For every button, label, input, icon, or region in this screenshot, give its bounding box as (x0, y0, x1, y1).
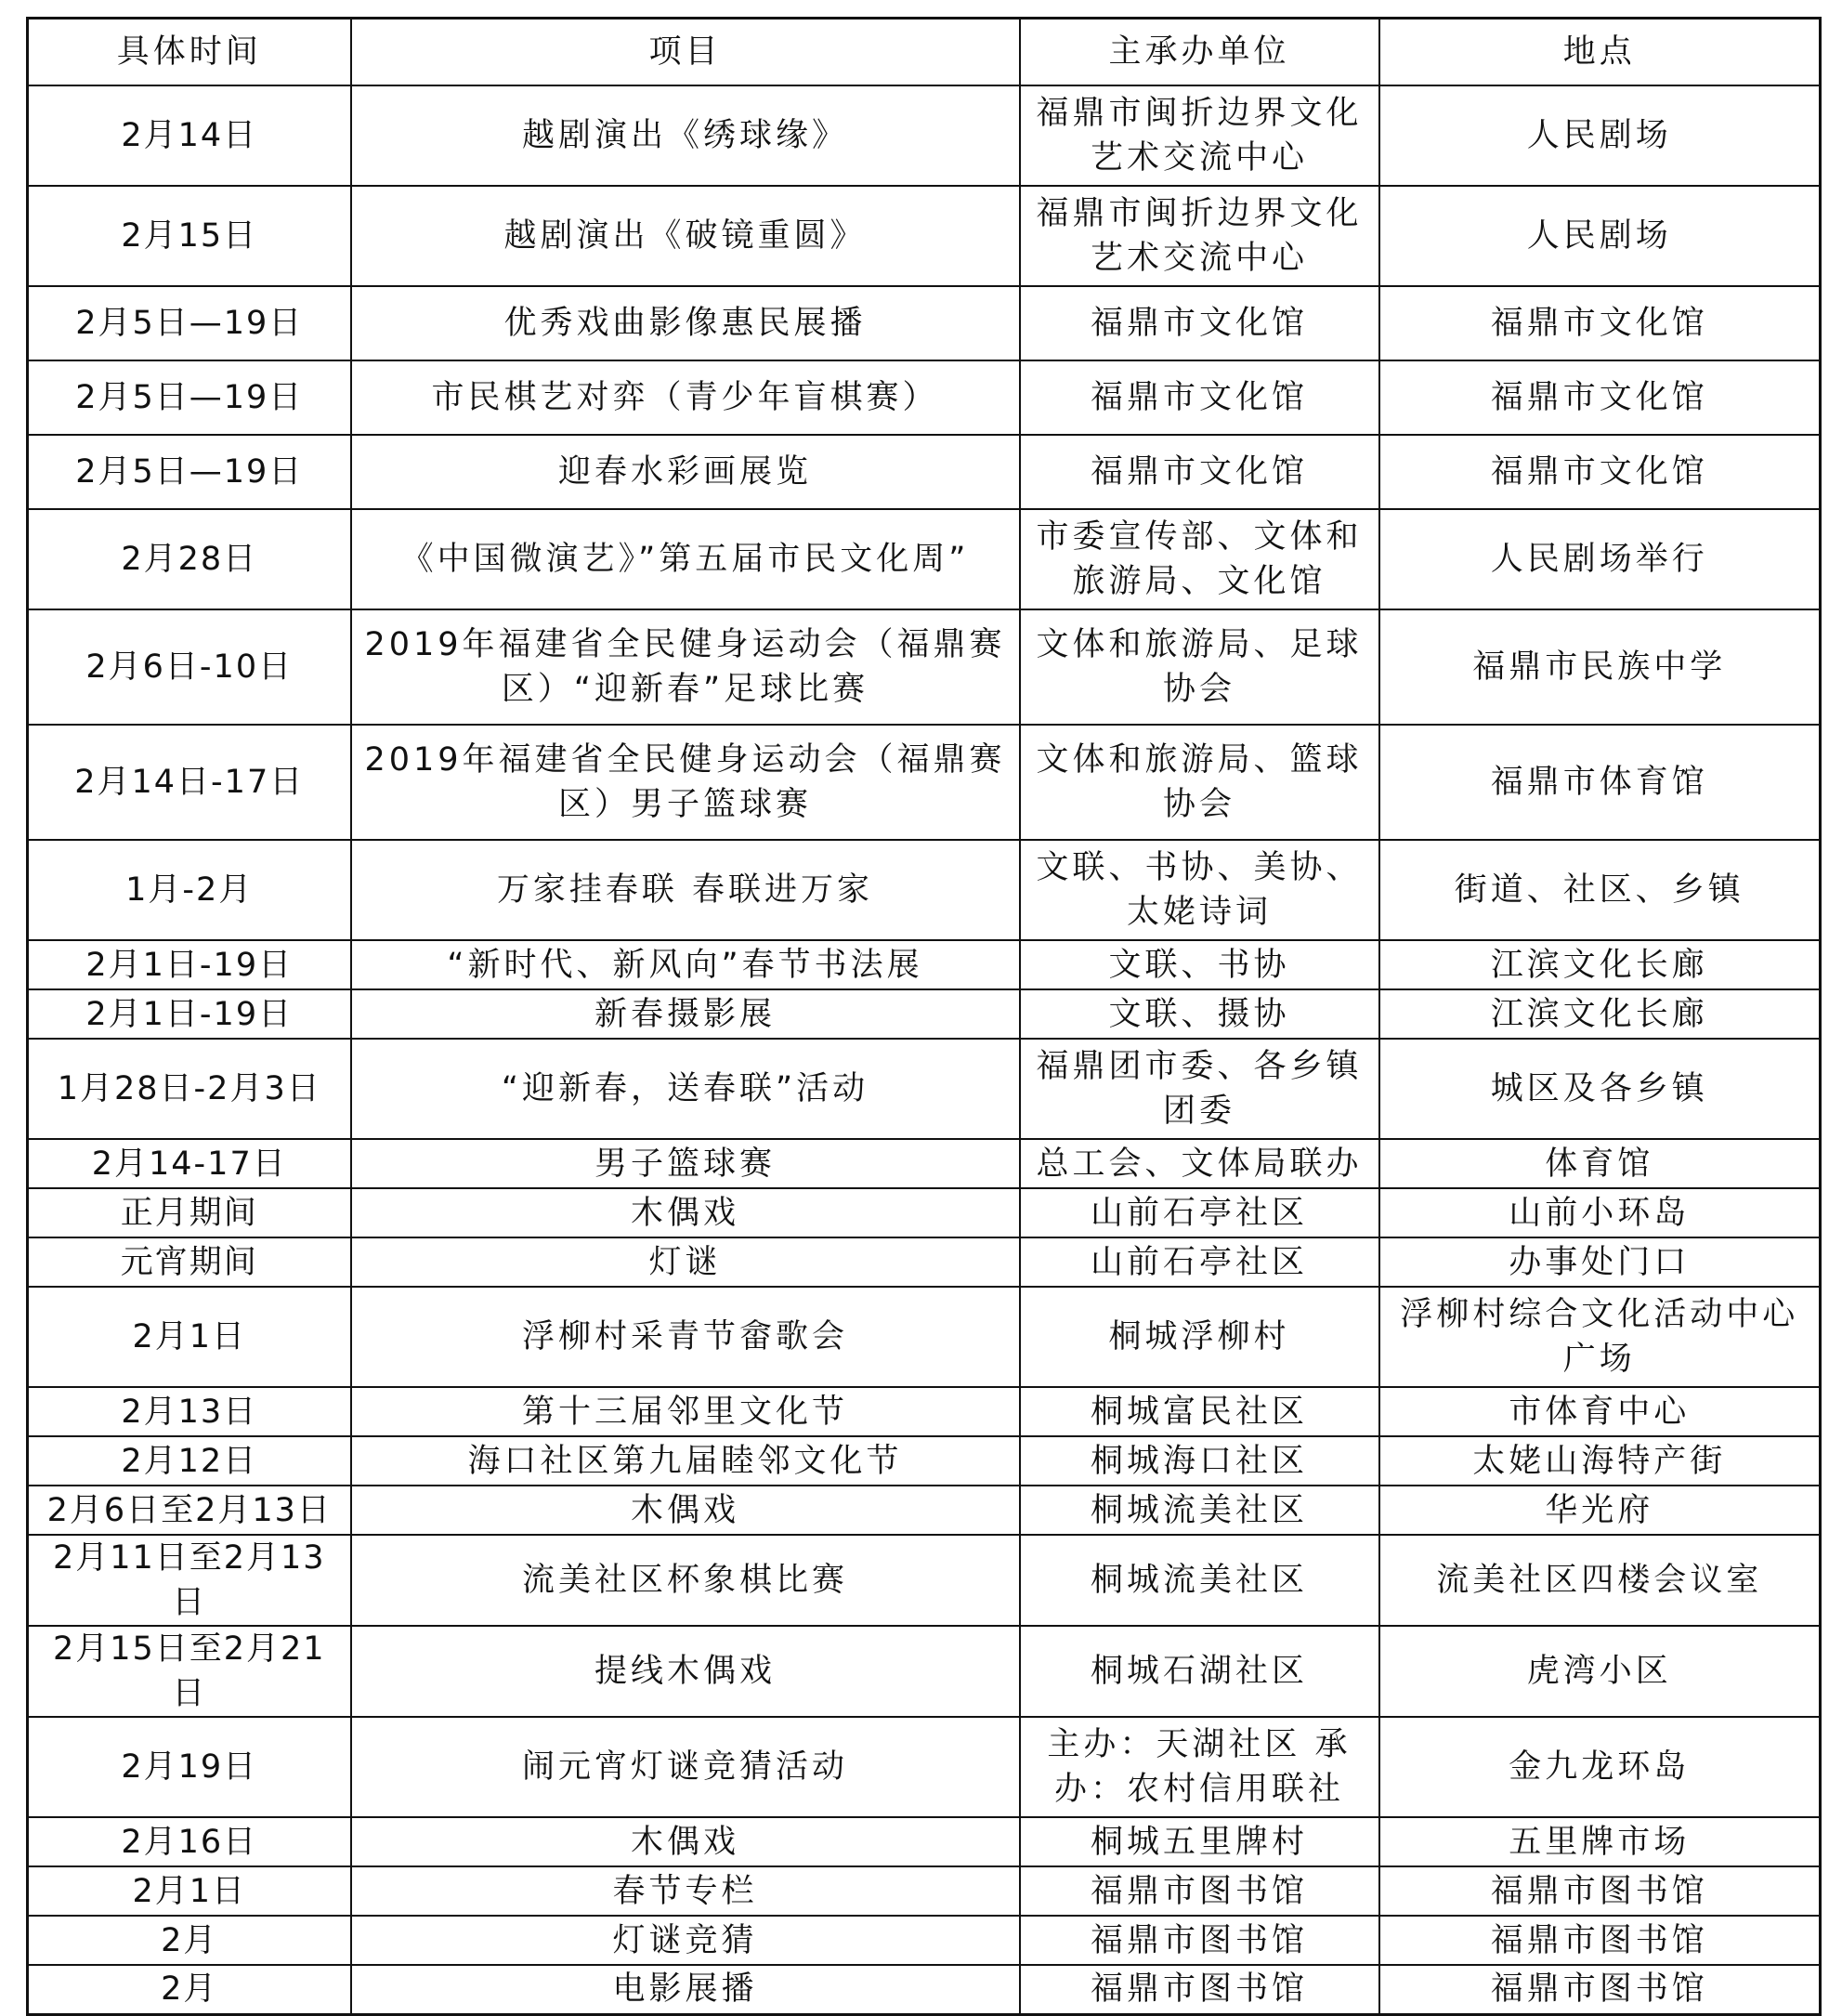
table-row (28, 1965, 1821, 2014)
cell-location: 人民剧场举行 (1379, 509, 1821, 609)
cell-time: 1月28日-2月3日 (28, 1039, 351, 1139)
cell-organizer: 福鼎市图书馆 (1020, 1866, 1379, 1916)
table-row (28, 1535, 1821, 1626)
table-row (28, 1387, 1821, 1436)
cell-location: 福鼎市民族中学 (1379, 609, 1821, 725)
table-header (28, 19, 1821, 86)
event-schedule-table (26, 17, 1822, 2016)
cell-location: 五里牌市场 (1379, 1817, 1821, 1866)
table-row (28, 1866, 1821, 1916)
cell-item: 木偶戏 (351, 1817, 1020, 1866)
cell-time: 2月1日-19日 (28, 989, 351, 1039)
cell-item: 迎春水彩画展览 (351, 435, 1020, 509)
cell-organizer: 福鼎市文化馆 (1020, 435, 1379, 509)
cell-organizer: 文体和旅游局、篮球协会 (1020, 725, 1379, 840)
table-row (28, 1916, 1821, 1965)
table-row (28, 1436, 1821, 1486)
table-row (28, 1717, 1821, 1817)
table-row (28, 1817, 1821, 1866)
cell-location: 人民剧场 (1379, 85, 1821, 186)
schedule-sheet (26, 17, 1819, 2016)
cell-location: 流美社区四楼会议室 (1379, 1535, 1821, 1626)
cell-time: 正月期间 (28, 1188, 351, 1237)
cell-location: 福鼎市图书馆 (1379, 1965, 1821, 2014)
cell-organizer: 桐城海口社区 (1020, 1436, 1379, 1486)
cell-organizer: 福鼎市图书馆 (1020, 1916, 1379, 1965)
table-row (28, 989, 1821, 1039)
cell-organizer: 福鼎市闽折边界文化艺术交流中心 (1020, 85, 1379, 186)
cell-organizer: 桐城富民社区 (1020, 1387, 1379, 1436)
cell-location: 街道、社区、乡镇 (1379, 840, 1821, 940)
cell-organizer: 文联、书协、美协、太姥诗词 (1020, 840, 1379, 940)
cell-organizer: 文联、摄协 (1020, 989, 1379, 1039)
cell-location: 城区及各乡镇 (1379, 1039, 1821, 1139)
cell-organizer: 文体和旅游局、足球协会 (1020, 609, 1379, 725)
cell-item: “迎新春，送春联”活动 (351, 1039, 1020, 1139)
cell-location: 人民剧场 (1379, 186, 1821, 286)
cell-time: 2月15日 (28, 186, 351, 286)
cell-time: 2月15日至2月21日 (28, 1626, 351, 1717)
table-row (28, 186, 1821, 286)
cell-organizer: 文联、书协 (1020, 940, 1379, 989)
cell-location: 福鼎市文化馆 (1379, 435, 1821, 509)
cell-item: 2019年福建省全民健身运动会（福鼎赛区）男子篮球赛 (351, 725, 1020, 840)
cell-time: 2月14日 (28, 85, 351, 186)
cell-time: 2月 (28, 1965, 351, 2014)
cell-time: 2月1日-19日 (28, 940, 351, 989)
cell-time: 2月19日 (28, 1717, 351, 1817)
table-row (28, 1486, 1821, 1535)
table-row (28, 1139, 1821, 1188)
table-row (28, 1287, 1821, 1387)
cell-location: 福鼎市文化馆 (1379, 360, 1821, 435)
cell-location: 华光府 (1379, 1486, 1821, 1535)
header-time: 具体时间 (28, 19, 351, 86)
cell-item: 市民棋艺对弈（青少年盲棋赛） (351, 360, 1020, 435)
cell-location: 办事处门口 (1379, 1237, 1821, 1287)
cell-item: 灯谜 (351, 1237, 1020, 1287)
table-row (28, 1039, 1821, 1139)
cell-time: 2月1日 (28, 1866, 351, 1916)
cell-location: 体育馆 (1379, 1139, 1821, 1188)
table-row (28, 509, 1821, 609)
table-row (28, 1188, 1821, 1237)
cell-item: 第十三届邻里文化节 (351, 1387, 1020, 1436)
cell-location: 虎湾小区 (1379, 1626, 1821, 1717)
cell-organizer: 福鼎市文化馆 (1020, 360, 1379, 435)
cell-time: 2月16日 (28, 1817, 351, 1866)
header-item: 项目 (351, 19, 1020, 86)
table-body (28, 85, 1821, 2014)
cell-item: 木偶戏 (351, 1188, 1020, 1237)
cell-organizer: 桐城流美社区 (1020, 1535, 1379, 1626)
cell-item: 万家挂春联 春联进万家 (351, 840, 1020, 940)
cell-time: 2月28日 (28, 509, 351, 609)
cell-item: 灯谜竞猜 (351, 1916, 1020, 1965)
cell-time: 2月14日-17日 (28, 725, 351, 840)
cell-organizer: 福鼎团市委、各乡镇团委 (1020, 1039, 1379, 1139)
cell-time: 2月6日-10日 (28, 609, 351, 725)
cell-time: 元宵期间 (28, 1237, 351, 1287)
cell-time: 1月-2月 (28, 840, 351, 940)
cell-item: 春节专栏 (351, 1866, 1020, 1916)
table-row (28, 1237, 1821, 1287)
cell-location: 金九龙环岛 (1379, 1717, 1821, 1817)
cell-time: 2月5日—19日 (28, 360, 351, 435)
cell-item: 2019年福建省全民健身运动会（福鼎赛区）“迎新春”足球比赛 (351, 609, 1020, 725)
cell-location: 福鼎市体育馆 (1379, 725, 1821, 840)
cell-location: 浮柳村综合文化活动中心广场 (1379, 1287, 1821, 1387)
cell-time: 2月11日至2月13日 (28, 1535, 351, 1626)
table-row (28, 840, 1821, 940)
cell-location: 太姥山海特产街 (1379, 1436, 1821, 1486)
cell-time: 2月5日—19日 (28, 286, 351, 360)
cell-item: 电影展播 (351, 1965, 1020, 2014)
cell-location: 福鼎市图书馆 (1379, 1916, 1821, 1965)
cell-organizer: 福鼎市图书馆 (1020, 1965, 1379, 2014)
cell-time: 2月12日 (28, 1436, 351, 1486)
cell-location: 江滨文化长廊 (1379, 940, 1821, 989)
cell-item: 浮柳村采青节畲歌会 (351, 1287, 1020, 1387)
header-location: 地点 (1379, 19, 1821, 86)
cell-time: 2月13日 (28, 1387, 351, 1436)
cell-location: 山前小环岛 (1379, 1188, 1821, 1237)
table-row (28, 725, 1821, 840)
table-row (28, 85, 1821, 186)
cell-location: 福鼎市图书馆 (1379, 1866, 1821, 1916)
table-row (28, 1626, 1821, 1717)
cell-time: 2月6日至2月13日 (28, 1486, 351, 1535)
cell-item: 海口社区第九届睦邻文化节 (351, 1436, 1020, 1486)
cell-organizer: 桐城五里牌村 (1020, 1817, 1379, 1866)
cell-item: 闹元宵灯谜竞猜活动 (351, 1717, 1020, 1817)
cell-organizer: 桐城石湖社区 (1020, 1626, 1379, 1717)
cell-item: 优秀戏曲影像惠民展播 (351, 286, 1020, 360)
cell-time: 2月 (28, 1916, 351, 1965)
table-row (28, 435, 1821, 509)
header-organizer: 主承办单位 (1020, 19, 1379, 86)
cell-time: 2月5日—19日 (28, 435, 351, 509)
cell-item: 新春摄影展 (351, 989, 1020, 1039)
cell-location: 福鼎市文化馆 (1379, 286, 1821, 360)
cell-organizer: 主办：天湖社区 承办：农村信用联社 (1020, 1717, 1379, 1817)
cell-organizer: 桐城流美社区 (1020, 1486, 1379, 1535)
cell-item: 木偶戏 (351, 1486, 1020, 1535)
cell-organizer: 福鼎市文化馆 (1020, 286, 1379, 360)
cell-item: 男子篮球赛 (351, 1139, 1020, 1188)
cell-item: 提线木偶戏 (351, 1626, 1020, 1717)
cell-item: 越剧演出《绣球缘》 (351, 85, 1020, 186)
cell-organizer: 总工会、文体局联办 (1020, 1139, 1379, 1188)
table-row (28, 609, 1821, 725)
table-row (28, 286, 1821, 360)
cell-item: 《中国微演艺》”第五届市民文化周” (351, 509, 1020, 609)
cell-item: 越剧演出《破镜重圆》 (351, 186, 1020, 286)
cell-organizer: 福鼎市闽折边界文化艺术交流中心 (1020, 186, 1379, 286)
cell-organizer: 市委宣传部、文体和旅游局、文化馆 (1020, 509, 1379, 609)
cell-organizer: 山前石亭社区 (1020, 1188, 1379, 1237)
cell-time: 2月1日 (28, 1287, 351, 1387)
cell-location: 市体育中心 (1379, 1387, 1821, 1436)
header-row (28, 19, 1821, 86)
cell-time: 2月14-17日 (28, 1139, 351, 1188)
cell-item: “新时代、新风向”春节书法展 (351, 940, 1020, 989)
cell-organizer: 桐城浮柳村 (1020, 1287, 1379, 1387)
cell-item: 流美社区杯象棋比赛 (351, 1535, 1020, 1626)
cell-organizer: 山前石亭社区 (1020, 1237, 1379, 1287)
table-row (28, 940, 1821, 989)
cell-location: 江滨文化长廊 (1379, 989, 1821, 1039)
table-row (28, 360, 1821, 435)
